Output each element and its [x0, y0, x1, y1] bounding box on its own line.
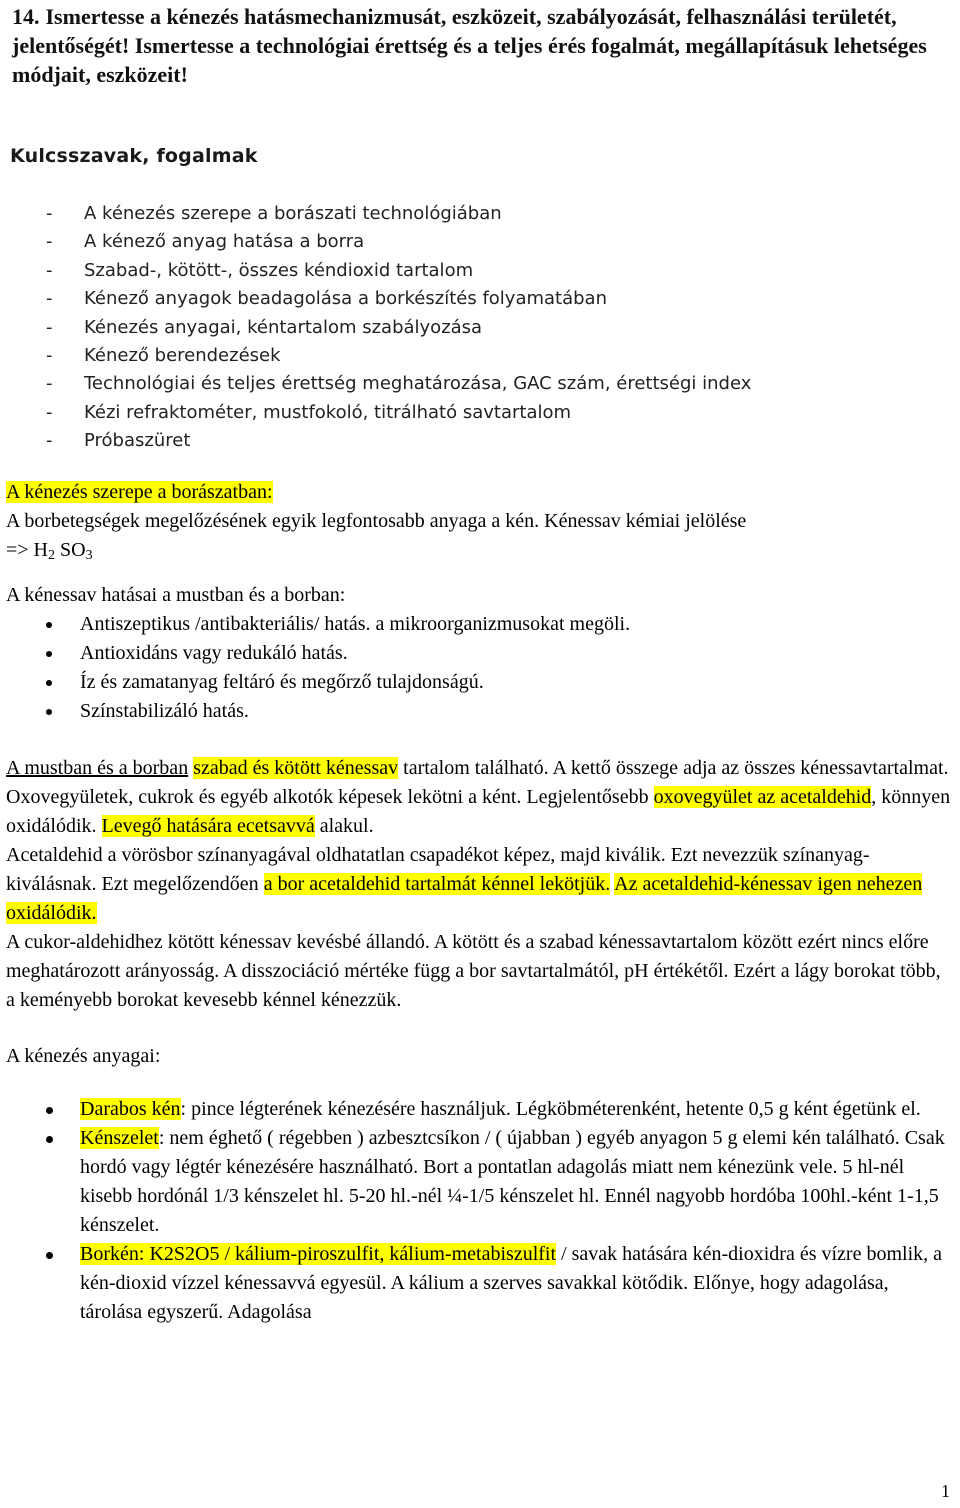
- list-item: Antiszeptikus /antibakteriális/ hatás. a mikroorganizmusokat megöli.: [6, 610, 952, 639]
- page-number: 1: [941, 1481, 950, 1501]
- effects-heading: A kénessav hatásai a mustban és a borban:: [6, 584, 346, 606]
- document-body: [6, 478, 952, 1327]
- list-item: Borkén: K2S2O5 / kálium-piroszulfit, kálium-metabiszulfit / savak hatására kén-dioxidra és vízre bomlik, a kén-dioxid vízzel kénessavvá egyesül. A kálium a szerves savakkal kötődik. Előnye, hogy adagolása, tárolása egyszerű. Adagolása: [6, 1240, 952, 1327]
- list-item: - A kénező anyag hatása a borra: [46, 231, 365, 253]
- question-number: 14.: [12, 4, 40, 29]
- question-text: Ismertesse a kénezés hatásmechanizmusát, eszközeit, szabályozását, felhasználási területét, jelentőségét! Ismertesse a technológiai érettség és a teljes érés fogalmát, megállapításuk lehetséges módjait, eszközeit!: [12, 4, 927, 87]
- list-item: - Próbaszüret: [46, 430, 191, 452]
- materials-list: [6, 1095, 952, 1327]
- list-item: - Kézi refraktométer, mustfokoló, titrálható savtartalom: [46, 401, 572, 423]
- sugar-aldehyde-paragraph: A cukor-aldehidhez kötött kénessav kevésbé állandó. A kötött és a szabad kénessavtartalom között ezért nincs előre meghatározott arányosság. A disszociáció mértéke függ a bor savtartalmától, pH értékétől. Ezért a lágy borokat több, a keményebb borokat kevesebb kénnel kénezzük.: [6, 931, 941, 1011]
- keywords-list: [46, 200, 751, 456]
- list-item: Darabos kén: pince légterének kénezésére használjuk. Légköbméterenként, hetente 0,5 g ként égetünk el.: [6, 1095, 952, 1124]
- list-item: - Kénező anyagok beadagolása a borkészítés folyamatában: [46, 288, 607, 310]
- section-heading: A kénezés szerepe a borászatban:: [6, 481, 273, 503]
- acetaldehyde-paragraph: Acetaldehid a vörösbor színanyagával oldhatatlan csapadékot képez, majd kiválik. Ezt nevezzük színanyag-kiválásnak. Ezt megelőzendően a bor acetaldehid tartalmát kénnel lekötjük. Az acetaldehid-kénessav igen nehezen oxidálódik.: [6, 844, 923, 924]
- list-item: Kénszelet: nem éghető ( régebben ) azbesztcsíkon / ( újabban ) egyéb anyagon 5 g elemi kén található. Csak hordó vagy légtér kénezésére használható. Bort a pontatlan adagolás miatt nem kénezünk vele. 5 hl-nél kisebb hordónál 1/3 kénszelet hl. 5-20 hl.-nél ¼-1/5 kénszelet hl. Ennél nagyobb hordóba 100hl.-ként 1-1,5 kénszelet.: [6, 1124, 952, 1240]
- effects-list: [6, 610, 952, 726]
- list-item: Íz és zamatanyag feltáró és megőrző tulajdonságú.: [6, 668, 952, 697]
- list-item: - A kénezés szerepe a borászati technológiában: [46, 203, 502, 224]
- sulfur-paragraph: A mustban és a borban szabad és kötött kénessav tartalom található. A kettő összege adja az összes kénessavtartalmat. Oxovegyületek, cukrok és egyéb alkotók képesek lekötni a ként. Legjelentősebb oxovegyület az acetaldehid, könnyen oxidálódik. Levegő hatására ecetsavvá alakul.: [6, 757, 951, 837]
- list-item: - Kénezés anyagai, kéntartalom szabályozása: [46, 316, 483, 338]
- list-item: Színstabilizáló hatás.: [6, 697, 952, 726]
- intro-paragraph: A borbetegségek megelőzésének egyik legfontosabb anyaga a kén. Kénessav kémiai jelölése => $H_2$ $SO_3$: [6, 510, 747, 563]
- keywords-heading: Kulcsszavak, fogalmak: [10, 145, 258, 167]
- question-title: [12, 2, 952, 89]
- list-item: - Kénező berendezések: [46, 345, 281, 367]
- list-item: Antioxidáns vagy redukáló hatás.: [6, 639, 952, 668]
- materials-heading: A kénezés anyagai:: [6, 1045, 161, 1067]
- list-item: - Szabad-, kötött-, összes kéndioxid tartalom: [46, 259, 474, 281]
- list-item: - Technológiai és teljes érettség meghatározása, GAC szám, érettségi index: [46, 373, 752, 395]
